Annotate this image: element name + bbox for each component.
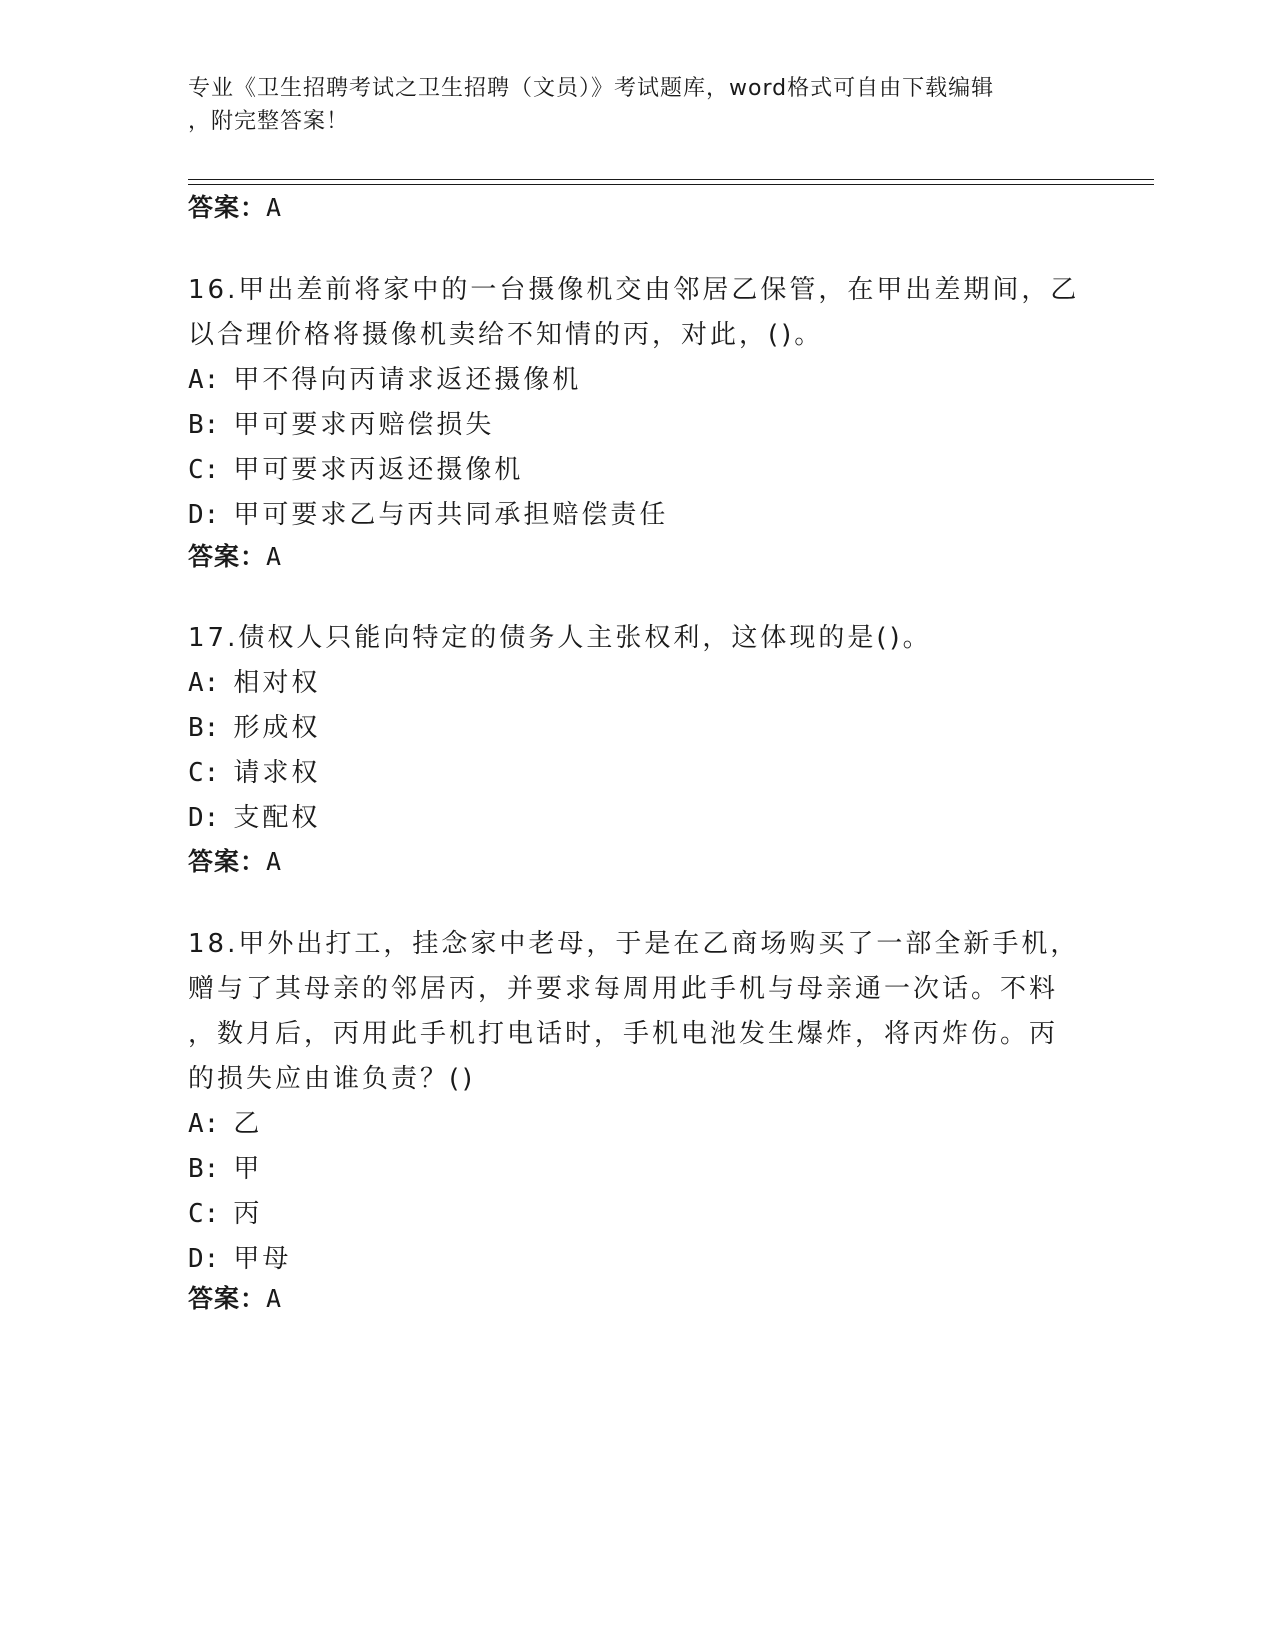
answer-label: 答案： (188, 847, 267, 876)
option-text: 相对权 (233, 668, 321, 698)
question-text-line: ，数月后，丙用此手机打电话时，手机电池发生爆炸，将丙炸伤。丙 (188, 1019, 1059, 1049)
option-c (188, 448, 1088, 493)
answer-label: 答案： (188, 193, 267, 222)
question-16 (188, 268, 1088, 538)
option-text: 甲可要求丙返还摄像机 (233, 455, 524, 485)
option-a (188, 661, 1088, 706)
option-c (188, 751, 1088, 796)
question-17 (188, 616, 1088, 841)
option-b (188, 1147, 1088, 1192)
option-text: 丙 (233, 1199, 263, 1229)
option-d (188, 1237, 1088, 1282)
question-text-line: 赠与了其母亲的邻居丙，并要求每周用此手机与母亲通一次话。不料 (188, 974, 1059, 1004)
option-label: A: (188, 668, 220, 698)
question-text-line: 18.甲外出打工，挂念家中老母，于是在乙商场购买了一部全新手机， (188, 929, 1080, 959)
answer-label: 答案： (188, 542, 267, 571)
question-16-answer (188, 540, 282, 574)
option-label: A: (188, 365, 220, 395)
header-line-2: ，附完整答案！ (188, 109, 350, 134)
option-label: B: (188, 713, 220, 743)
option-label: D: (188, 1244, 220, 1274)
option-label: D: (188, 803, 220, 833)
answer-value: A (266, 193, 283, 222)
header-line-1: 专业《卫生招聘考试之卫生招聘（文员）》考试题库，word格式可自由下载编辑 (188, 76, 995, 101)
option-text: 乙 (233, 1109, 263, 1139)
header-rule-bottom (188, 184, 1154, 185)
option-c (188, 1192, 1088, 1237)
option-label: C: (188, 455, 220, 485)
question-18-answer (188, 1282, 282, 1316)
option-label: B: (188, 1154, 220, 1184)
question-text-line: 的损失应由谁负责？() (188, 1064, 476, 1094)
question-text-line: 以合理价格将摄像机卖给不知情的丙，对此，()。 (188, 320, 824, 350)
answer-value: A (266, 1284, 283, 1313)
option-text: 甲可要求丙赔偿损失 (233, 410, 495, 440)
question-text-line: 16.甲出差前将家中的一台摄像机交由邻居乙保管，在甲出差期间，乙 (188, 275, 1080, 305)
option-d (188, 796, 1088, 841)
option-a (188, 358, 1088, 403)
option-label: A: (188, 1109, 220, 1139)
question-text-line: 17.债权人只能向特定的债务人主张权利，这体现的是()。 (188, 623, 932, 653)
option-label: D: (188, 500, 220, 530)
option-a (188, 1102, 1088, 1147)
question-18 (188, 922, 1088, 1282)
answer-label: 答案： (188, 1284, 267, 1313)
option-b (188, 403, 1088, 448)
option-text: 支配权 (233, 803, 321, 833)
document-header (188, 72, 1088, 138)
option-text: 形成权 (233, 713, 321, 743)
prev-answer (188, 191, 282, 225)
option-label: C: (188, 1199, 220, 1229)
option-text: 甲 (233, 1154, 263, 1184)
option-label: C: (188, 758, 220, 788)
option-text: 甲母 (233, 1244, 292, 1274)
question-17-answer (188, 845, 282, 879)
option-d (188, 493, 1088, 538)
answer-value: A (266, 847, 283, 876)
answer-value: A (266, 542, 283, 571)
option-b (188, 706, 1088, 751)
option-text: 甲可要求乙与丙共同承担赔偿责任 (233, 500, 669, 530)
header-rule-top (188, 179, 1154, 180)
option-label: B: (188, 410, 220, 440)
option-text: 请求权 (233, 758, 321, 788)
option-text: 甲不得向丙请求返还摄像机 (233, 365, 582, 395)
